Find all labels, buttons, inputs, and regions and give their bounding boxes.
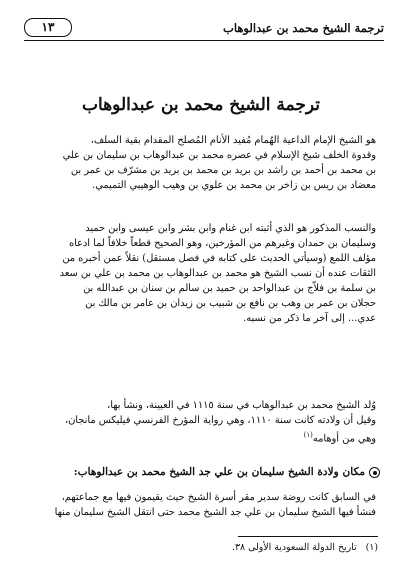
text-line	[26, 428, 376, 446]
text-line: بن سلمة بن فلاّج بن عبدالواحد بن حميد بن سالم بن سنان بن عبدالله بن	[83, 283, 376, 294]
bullet-icon	[369, 467, 380, 478]
header-title: ترجمة الشيخ محمد بن عبدالوهاب	[223, 21, 384, 35]
text-line: وقدوة الخلف شيخ الإسلام في عصره محمد بن عبدالوهاب بن سليمان بن علي	[62, 150, 376, 161]
page-number: ١٣	[24, 18, 72, 37]
text-segment: وهي من أوهامه	[312, 433, 376, 445]
text-line: فنشأ فيها الشيخ سليمان بن علي جد الشيخ محمد حتى انتقل الشيخ سليمان منها	[54, 507, 376, 518]
text-line: هو الشيخ الإمام الداعية الهُمام مُفيد الأنام المُصلح المقدام بقية السلف،	[90, 135, 376, 146]
footnote-marker: (١)	[365, 542, 378, 553]
footnote-reference[interactable]: (١)	[303, 431, 313, 439]
footnote	[24, 541, 378, 555]
text-line: وسليمان بن حمدان وغيرهم من المؤرخين، وهو الصحيح قطعاً خلافاً لما ادعاه	[68, 238, 376, 249]
document-title: ترجمة الشيخ محمد بن عبدالوهاب	[82, 95, 320, 115]
paragraph-birthplace	[26, 490, 376, 520]
footnote-divider	[238, 536, 378, 537]
text-line: عدي... إلى آخر ما ذكر من نسبه.	[243, 313, 376, 324]
text-line: معضاد بن ريس بن زاخر بن محمد بن علوي بن وهيب الوهيبي التميمي.	[92, 180, 376, 191]
paragraph-birth	[26, 398, 376, 446]
text-line: في السابق كانت روضة سدير مقر أسرة الشيخ حيث يقيمون فيها مع جماعتهم،	[61, 492, 376, 503]
text-line: بن محمد بن أحمد بن راشد بن بريد بن محمد بن بريد بن مشرّف بن عمر بن	[70, 165, 376, 176]
footnote-text: تاريخ الدولة السعودية الأولى ٣٨.	[232, 542, 357, 553]
subheading-text: مكان ولادة الشيخ سليمان بن علي جد الشيخ محمد بن عبدالوهاب:	[73, 466, 365, 478]
text-line: وُلد الشيخ محمد بن عبدالوهاب في سنة ١١١٥ في العيينة، ونشأ بها،	[107, 400, 376, 411]
running-header	[24, 20, 384, 41]
text-line: وقيل أن ولادته كانت سنة ١١١٠، وهي رواية المؤرخ الفرنسي فيليكس مانجان،	[64, 415, 376, 426]
section-subheading	[22, 465, 380, 480]
paragraph-lineage-sources	[26, 221, 376, 326]
text-line: حجلان بن عمر بن وهب بن نافع بن شبيب بن زيدان بن عامر بن مالك بن	[85, 298, 376, 309]
text-line: الثقات عنده أن نسب الشيخ هو محمد بن عبدالوهاب بن محمد بن علي بن سعد	[59, 268, 376, 279]
paragraph-lineage	[26, 133, 376, 193]
text-line: والنسب المذكور هو الذي أثبته ابن غنام وابن بشر وابن عيسى وابن حميد	[85, 223, 376, 234]
text-line: مؤلف اللمع (وسيأتي الحديث على كتابه في فصل مستقل) نقلاً عمن أخبره من	[62, 253, 376, 264]
